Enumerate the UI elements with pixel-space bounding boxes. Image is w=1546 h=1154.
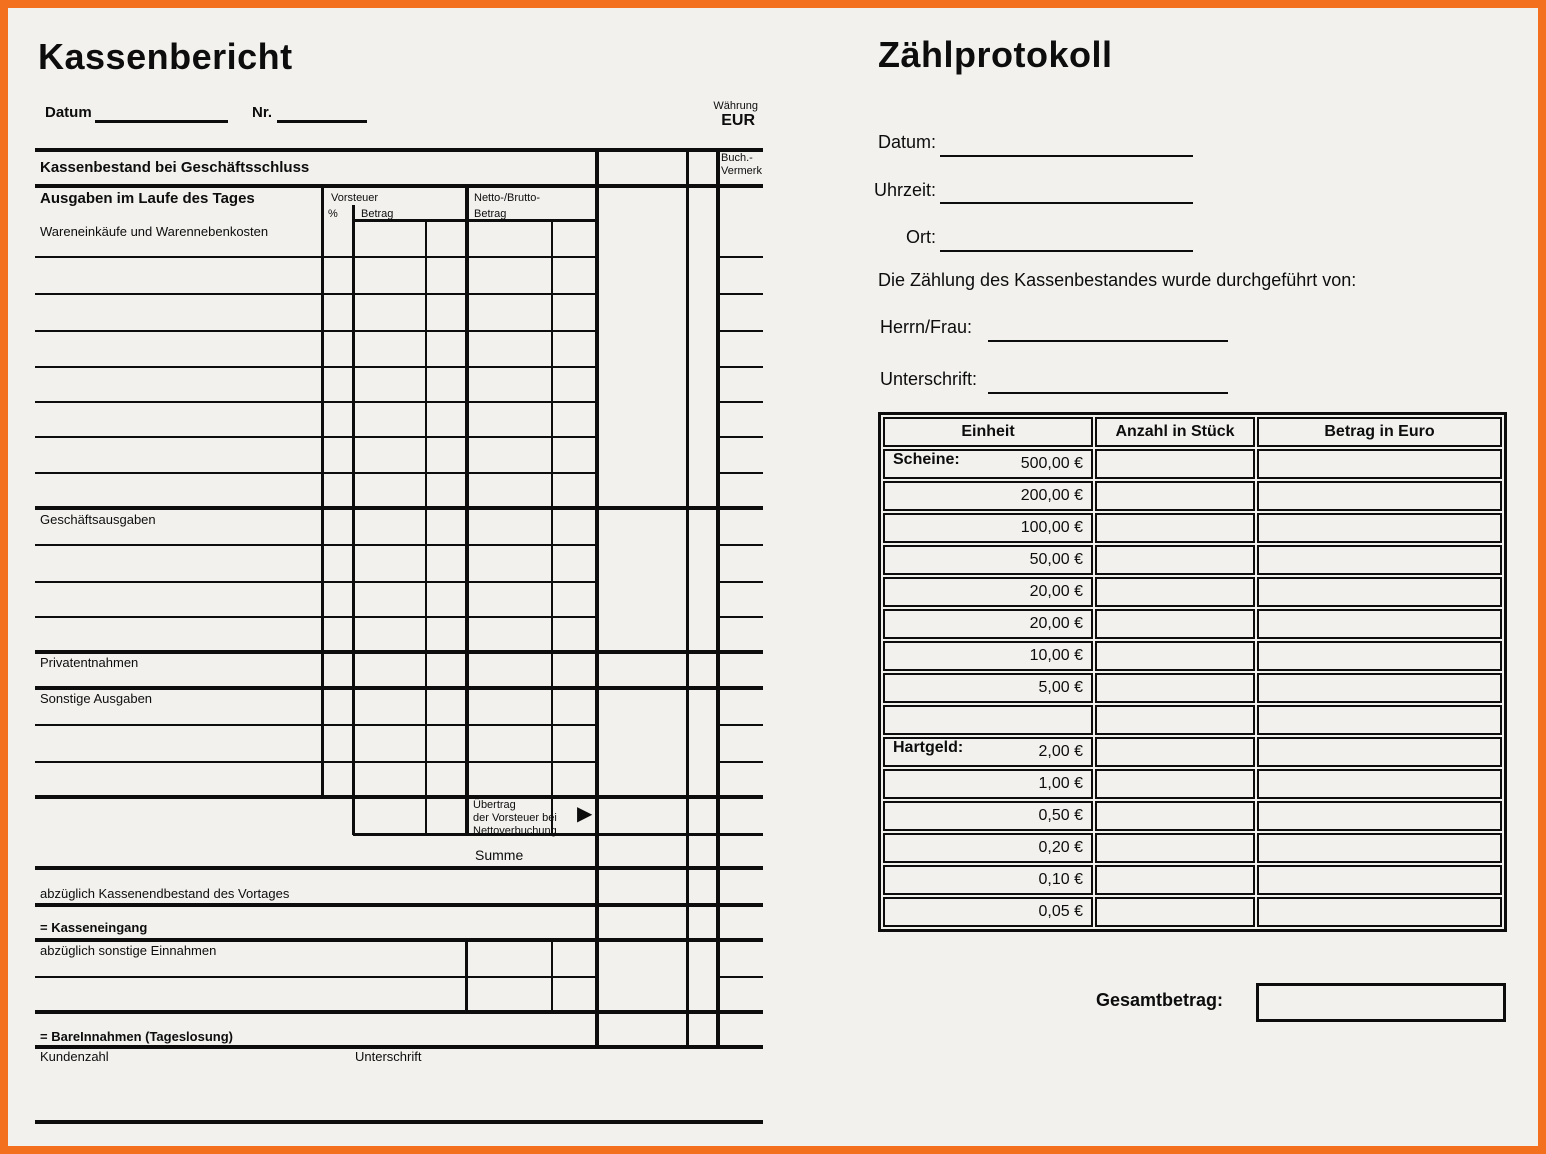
zp-ort-label: Ort: xyxy=(906,227,936,247)
betrag-cell[interactable] xyxy=(1257,449,1502,479)
denomination-value: 1,00 € xyxy=(1038,775,1083,792)
denomination-value: 0,50 € xyxy=(1038,807,1083,824)
betrag-cell[interactable] xyxy=(1257,737,1502,767)
col-header-anzahl: Anzahl in Stück xyxy=(1095,417,1255,447)
rule xyxy=(551,219,553,835)
kassenbestand-label: Kassenbestand bei Geschäftsschluss xyxy=(40,159,310,176)
rule xyxy=(716,148,720,1049)
zp-person-label: Herrn/Frau: xyxy=(880,317,973,337)
rule xyxy=(718,293,763,295)
summe-label: Summe xyxy=(475,847,524,863)
privatentnahmen-label: Privatentnahmen xyxy=(40,655,139,670)
rule xyxy=(718,544,763,546)
nr-field[interactable] xyxy=(277,120,367,123)
betrag-cell[interactable] xyxy=(1257,865,1502,895)
table-row xyxy=(883,705,1502,735)
denomination-group-label: Scheine: xyxy=(893,451,960,468)
currency-value: EUR xyxy=(721,112,755,129)
zp-uhrzeit-label: Uhrzeit: xyxy=(873,180,936,200)
netto-brutto-label-line2: Betrag xyxy=(474,208,507,220)
gesamtbetrag-label: Gesamtbetrag: xyxy=(1095,990,1223,1010)
col-header-einheit: Einheit xyxy=(883,417,1093,447)
rule xyxy=(35,544,597,546)
denomination-value: 10,00 € xyxy=(1029,647,1083,664)
rule xyxy=(35,184,763,188)
percent-label: % xyxy=(328,208,338,220)
rule xyxy=(718,976,763,978)
rule xyxy=(35,293,597,295)
betrag-cell[interactable] xyxy=(1257,801,1502,831)
buch-vermerk-label-line1: Buch.- xyxy=(721,152,753,164)
rule xyxy=(35,581,597,583)
table-row xyxy=(883,609,1502,639)
table-row xyxy=(883,833,1502,863)
anzahl-cell[interactable] xyxy=(1095,577,1255,607)
rule xyxy=(425,219,427,835)
anzahl-cell[interactable] xyxy=(1095,769,1255,799)
rule xyxy=(35,903,763,907)
rule xyxy=(718,761,763,763)
uebertrag-label-line2: der Vorsteuer bei xyxy=(473,812,557,824)
rule xyxy=(35,866,763,870)
col-header-betrag: Betrag in Euro xyxy=(1257,417,1502,447)
table-row xyxy=(883,641,1502,671)
table-row xyxy=(883,897,1502,927)
anzahl-cell[interactable] xyxy=(1095,737,1255,767)
table-header-row xyxy=(883,417,1502,447)
rule xyxy=(35,976,597,978)
betrag-cell[interactable] xyxy=(1257,673,1502,703)
zaehlprotokoll-title: Zählprotokoll xyxy=(878,34,1113,75)
denomination-value: 500,00 € xyxy=(1020,455,1083,472)
kundenzahl-label: Kundenzahl xyxy=(40,1049,109,1064)
rule xyxy=(35,506,763,510)
bareinnahmen-label: = BareInnahmen (Tageslosung) xyxy=(40,1029,233,1044)
denomination-value: 2,00 € xyxy=(1038,743,1083,760)
unterschrift-label: Unterschrift xyxy=(355,1049,422,1064)
cash-count-table xyxy=(878,412,1507,932)
buch-vermerk-label-line2: Vermerk xyxy=(721,165,762,177)
rule xyxy=(718,724,763,726)
rule xyxy=(35,401,597,403)
rule xyxy=(35,938,763,942)
geschaeftsausgaben-label: Geschäftsausgaben xyxy=(40,512,156,527)
table-row xyxy=(883,513,1502,543)
nr-label: Nr. xyxy=(252,104,273,121)
denomination-value: 20,00 € xyxy=(1029,615,1083,632)
anzahl-cell[interactable] xyxy=(1095,897,1255,927)
table-row xyxy=(883,673,1502,703)
wareneinkaeufe-label: Wareneinkäufe und Warennebenkosten xyxy=(40,224,269,239)
carry-over-arrow-icon: ▶ xyxy=(577,803,593,825)
zp-intro-text: Die Zählung des Kassenbestandes wurde durchgeführt von: xyxy=(878,270,1357,290)
rule xyxy=(35,472,597,474)
rule xyxy=(353,833,763,836)
rule xyxy=(352,205,355,835)
anzahl-cell[interactable] xyxy=(1095,449,1255,479)
anzahl-cell[interactable] xyxy=(1095,481,1255,511)
betrag-cell[interactable] xyxy=(1257,609,1502,639)
rule xyxy=(35,436,597,438)
denomination-value: 200,00 € xyxy=(1020,487,1083,504)
denomination-value: 50,00 € xyxy=(1029,551,1083,568)
betrag-cell[interactable] xyxy=(1257,641,1502,671)
zp-ort-field[interactable] xyxy=(940,250,1193,252)
rule xyxy=(718,401,763,403)
denomination-group-label: Hartgeld: xyxy=(893,739,964,756)
rule xyxy=(718,256,763,258)
table-row xyxy=(883,769,1502,799)
table-row xyxy=(883,801,1502,831)
denomination-value: 5,00 € xyxy=(1038,679,1083,696)
betrag-cell[interactable] xyxy=(1257,545,1502,575)
rule xyxy=(35,1010,763,1014)
rule xyxy=(686,148,689,1049)
rule xyxy=(35,616,597,618)
rule xyxy=(718,330,763,332)
zp-person-field[interactable] xyxy=(988,340,1228,342)
betrag-cell[interactable] xyxy=(1257,897,1502,927)
rule xyxy=(718,472,763,474)
anzahl-cell[interactable] xyxy=(1095,609,1255,639)
rule xyxy=(35,1120,763,1124)
uebertrag-label-line1: Übertrag xyxy=(473,799,516,811)
betrag-cell[interactable] xyxy=(1257,577,1502,607)
rule xyxy=(35,686,763,690)
rule xyxy=(718,366,763,368)
datum-field[interactable] xyxy=(95,120,228,123)
betrag-cell[interactable] xyxy=(1257,769,1502,799)
kasseneingang-label: = Kasseneingang xyxy=(40,920,148,935)
rule xyxy=(35,650,763,654)
zp-unterschrift-label: Unterschrift: xyxy=(880,369,978,389)
rule xyxy=(465,938,468,1012)
waehrung-label: Währung xyxy=(713,100,758,112)
denomination-value: 0,20 € xyxy=(1038,839,1083,856)
table-row xyxy=(883,449,1502,479)
anzahl-cell[interactable] xyxy=(1095,833,1255,863)
betrag-cell[interactable] xyxy=(1257,833,1502,863)
zp-uhrzeit-field[interactable] xyxy=(940,202,1193,204)
rule xyxy=(718,436,763,438)
vorsteuer-label: Vorsteuer xyxy=(331,192,379,204)
betrag-cell[interactable] xyxy=(1257,481,1502,511)
gesamtbetrag-field[interactable] xyxy=(1256,983,1506,1022)
rule xyxy=(465,184,469,835)
rule xyxy=(35,795,763,799)
anzahl-cell[interactable] xyxy=(1095,513,1255,543)
betrag-label: Betrag xyxy=(361,208,394,220)
rule xyxy=(718,581,763,583)
rule xyxy=(321,184,324,797)
datum-label: Datum xyxy=(45,104,92,121)
table-row xyxy=(883,545,1502,575)
anzahl-cell[interactable] xyxy=(1095,545,1255,575)
denomination-value: 100,00 € xyxy=(1020,519,1083,536)
table-row xyxy=(883,737,1502,767)
zp-datum-label: Datum: xyxy=(877,132,936,152)
abzug-vortag-label: abzüglich Kassenendbestand des Vortages xyxy=(40,886,290,901)
rule xyxy=(718,616,763,618)
netto-brutto-label-line1: Netto-/Brutto- xyxy=(474,192,541,204)
rule xyxy=(35,148,763,152)
rule xyxy=(35,256,597,258)
table-row xyxy=(883,577,1502,607)
table-row xyxy=(883,481,1502,511)
rule xyxy=(551,938,553,1012)
betrag-cell[interactable] xyxy=(1257,705,1502,735)
abzug-sonstige-label: abzüglich sonstige Einnahmen xyxy=(40,943,217,958)
kassenbericht-title: Kassenbericht xyxy=(38,36,293,77)
anzahl-cell[interactable] xyxy=(1095,801,1255,831)
table-row xyxy=(883,865,1502,895)
anzahl-cell[interactable] xyxy=(1095,865,1255,895)
uebertrag-label-line3: Nettoverbuchung xyxy=(473,825,557,837)
anzahl-cell[interactable] xyxy=(1095,673,1255,703)
rule xyxy=(35,366,597,368)
zp-datum-field[interactable] xyxy=(940,155,1193,157)
zp-unterschrift-field[interactable] xyxy=(988,392,1228,394)
rule xyxy=(35,724,597,726)
rule xyxy=(35,330,597,332)
sonstige-ausgaben-label: Sonstige Ausgaben xyxy=(40,691,153,706)
rule xyxy=(595,148,599,1049)
denomination-value: 20,00 € xyxy=(1029,583,1083,600)
betrag-cell[interactable] xyxy=(1257,513,1502,543)
denomination-value: 0,10 € xyxy=(1038,871,1083,888)
rule xyxy=(35,761,597,763)
anzahl-cell[interactable] xyxy=(1095,641,1255,671)
denomination-value: 0,05 € xyxy=(1038,903,1083,920)
anzahl-cell[interactable] xyxy=(1095,705,1255,735)
ausgaben-label: Ausgaben im Laufe des Tages xyxy=(40,190,255,207)
